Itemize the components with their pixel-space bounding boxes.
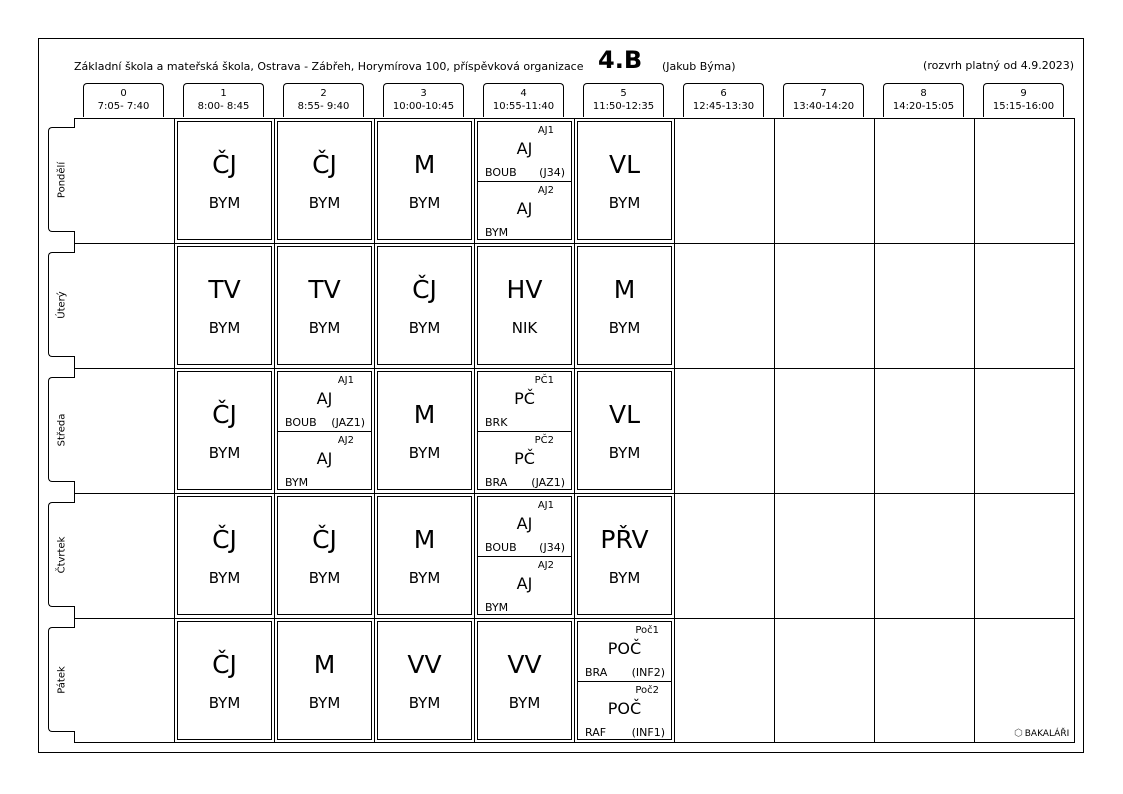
grid-line	[774, 118, 775, 743]
lesson-teacher: BYM	[208, 194, 241, 212]
period-time: 7:05- 7:40	[97, 101, 150, 112]
hexagon-icon: ⬡	[1014, 728, 1023, 739]
lesson-teacher: BYM	[308, 319, 341, 337]
group-label: Poč1	[635, 625, 659, 636]
period-time: 12:45-13:30	[692, 101, 755, 112]
lesson-cell[interactable]	[377, 121, 472, 240]
period-number: 4	[520, 88, 527, 99]
day-tab-thursday	[48, 502, 75, 607]
split-lesson-cell[interactable]	[277, 371, 372, 490]
lesson-teacher: BYM	[208, 319, 241, 337]
lesson-subject: PŘV	[600, 525, 649, 554]
group-label: AJ2	[537, 560, 554, 571]
lesson-room: (INF1)	[631, 726, 665, 739]
group-lesson[interactable]	[478, 432, 571, 491]
lesson-subject: HV	[506, 275, 543, 304]
group-lesson[interactable]	[578, 622, 671, 682]
group-lesson[interactable]	[478, 182, 571, 241]
lesson-teacher: BYM	[608, 444, 641, 462]
lesson-teacher: BRA	[485, 476, 508, 489]
group-lesson[interactable]	[278, 432, 371, 491]
lesson-teacher: BYM	[408, 444, 441, 462]
lesson-subject: VL	[608, 150, 641, 179]
day-tab-monday	[48, 127, 75, 232]
lesson-teacher: BYM	[208, 569, 241, 587]
period-tab-5	[583, 83, 664, 117]
period-number: 8	[920, 88, 927, 99]
grid-line	[374, 118, 375, 743]
period-time: 10:00-10:45	[392, 101, 455, 112]
lesson-subject: TV	[208, 275, 241, 304]
lesson-teacher: BYM	[208, 444, 241, 462]
lesson-subject: AJ	[516, 199, 533, 218]
valid-from: (rozvrh platný od 4.9.2023)	[923, 59, 1074, 72]
lesson-teacher: NIK	[511, 319, 538, 337]
lesson-cell[interactable]	[277, 246, 372, 365]
period-time: 8:00- 8:45	[197, 101, 250, 112]
lesson-cell[interactable]	[177, 496, 272, 615]
lesson-teacher: BYM	[508, 694, 541, 712]
period-tab-1	[183, 83, 264, 117]
lesson-subject: POČ	[607, 699, 642, 718]
period-tab-8	[883, 83, 964, 117]
grid-line	[74, 493, 1075, 494]
lesson-subject: AJ	[516, 514, 533, 533]
lesson-cell[interactable]	[177, 121, 272, 240]
grid-line	[574, 118, 575, 743]
lesson-cell[interactable]	[177, 246, 272, 365]
group-label: AJ1	[537, 500, 554, 511]
period-number: 9	[1020, 88, 1027, 99]
lesson-subject: ČJ	[312, 150, 337, 179]
period-tab-6	[683, 83, 764, 117]
group-label: AJ2	[337, 435, 354, 446]
lesson-subject: AJ	[316, 449, 333, 468]
lesson-room: (INF2)	[631, 666, 665, 679]
lesson-room: (JAZ1)	[531, 476, 565, 489]
group-label: PČ1	[534, 375, 554, 386]
grid-line	[74, 243, 1075, 244]
period-tab-7	[783, 83, 864, 117]
school-name: Základní škola a mateřská škola, Ostrava - Zábřeh, Horymírova 100, příspěvková organizace	[74, 60, 584, 73]
lesson-teacher: BYM	[308, 569, 341, 587]
lesson-subject: ČJ	[312, 525, 337, 554]
lesson-cell[interactable]	[177, 371, 272, 490]
grid-line	[274, 118, 275, 743]
lesson-cell[interactable]	[477, 621, 572, 740]
day-tab-wednesday	[48, 377, 75, 482]
lesson-subject: ČJ	[212, 525, 237, 554]
lesson-subject: ČJ	[212, 400, 237, 429]
lesson-room: (JAZ1)	[331, 416, 365, 429]
lesson-teacher: BYM	[408, 694, 441, 712]
period-number: 6	[720, 88, 727, 99]
group-lesson[interactable]	[478, 557, 571, 616]
group-lesson[interactable]	[278, 372, 371, 432]
lesson-teacher: BYM	[408, 569, 441, 587]
lesson-teacher: BYM	[608, 194, 641, 212]
lesson-teacher: RAF	[585, 726, 607, 739]
group-lesson[interactable]	[478, 122, 571, 182]
lesson-subject: M	[413, 150, 436, 179]
lesson-subject: VV	[407, 650, 442, 679]
period-number: 0	[120, 88, 127, 99]
lesson-cell[interactable]	[377, 496, 472, 615]
group-label: AJ2	[537, 185, 554, 196]
split-lesson-cell[interactable]	[577, 621, 672, 740]
lesson-subject: PČ	[514, 449, 535, 468]
period-time: 15:15-16:00	[992, 101, 1055, 112]
lesson-room: (J34)	[539, 541, 565, 554]
lesson-subject: POČ	[607, 639, 642, 658]
lesson-subject: PČ	[514, 389, 535, 408]
lesson-teacher: BYM	[408, 194, 441, 212]
lesson-teacher: BYM	[608, 569, 641, 587]
group-lesson[interactable]	[578, 682, 671, 741]
lesson-teacher: BYM	[308, 194, 341, 212]
logo-text: BAKALÁŘI	[1024, 729, 1070, 739]
split-lesson-cell[interactable]	[477, 496, 572, 615]
lesson-subject: ČJ	[412, 275, 437, 304]
split-lesson-cell[interactable]	[477, 121, 572, 240]
lesson-teacher: BRA	[585, 666, 608, 679]
group-label: PČ2	[534, 435, 554, 446]
lesson-subject: AJ	[516, 139, 533, 158]
period-time: 13:40-14:20	[792, 101, 855, 112]
split-lesson-cell[interactable]	[477, 371, 572, 490]
lesson-cell[interactable]	[377, 621, 472, 740]
day-tab-tuesday	[48, 252, 75, 357]
lesson-teacher: BYM	[608, 319, 641, 337]
period-number: 2	[320, 88, 327, 99]
period-tab-3	[383, 83, 464, 117]
period-time: 10:55-11:40	[492, 101, 555, 112]
day-label: Úterý	[56, 290, 68, 319]
lesson-subject: AJ	[316, 389, 333, 408]
lesson-subject: TV	[308, 275, 341, 304]
lesson-teacher: BRK	[485, 416, 508, 429]
lesson-cell[interactable]	[377, 371, 472, 490]
group-label: Poč2	[635, 685, 659, 696]
lesson-teacher: BYM	[285, 476, 309, 489]
lesson-subject: VV	[507, 650, 542, 679]
lesson-cell[interactable]	[177, 621, 272, 740]
grid-line	[174, 118, 175, 743]
grid-line	[74, 368, 1075, 369]
lesson-cell[interactable]	[577, 496, 672, 615]
group-lesson[interactable]	[478, 497, 571, 557]
grid-line	[74, 618, 1075, 619]
lesson-subject: AJ	[516, 574, 533, 593]
class-title: 4.B	[598, 46, 643, 74]
lesson-teacher: BYM	[408, 319, 441, 337]
period-number: 5	[620, 88, 627, 99]
lesson-cell[interactable]	[377, 246, 472, 365]
lesson-cell[interactable]	[277, 121, 372, 240]
lesson-teacher: BYM	[485, 601, 509, 614]
period-number: 1	[220, 88, 227, 99]
lesson-cell[interactable]	[577, 246, 672, 365]
group-label: AJ1	[537, 125, 554, 136]
period-tab-0	[83, 83, 164, 117]
lesson-teacher: BOUB	[485, 541, 517, 554]
grid-line	[674, 118, 675, 743]
day-label: Pátek	[56, 665, 68, 694]
lesson-cell[interactable]	[477, 246, 572, 365]
lesson-teacher: BYM	[208, 694, 241, 712]
lesson-subject: VL	[608, 400, 641, 429]
period-number: 7	[820, 88, 827, 99]
period-time: 8:55- 9:40	[297, 101, 350, 112]
group-lesson[interactable]	[478, 372, 571, 432]
lesson-teacher: BOUB	[285, 416, 317, 429]
lesson-cell[interactable]	[277, 621, 372, 740]
grid-line	[474, 118, 475, 743]
lesson-teacher: BYM	[308, 694, 341, 712]
lesson-subject: M	[313, 650, 336, 679]
lesson-cell[interactable]	[277, 496, 372, 615]
group-label: AJ1	[337, 375, 354, 386]
day-label: Čtvrtek	[56, 536, 68, 573]
bakalari-logo	[1014, 728, 1069, 739]
lesson-subject: M	[413, 400, 436, 429]
lesson-subject: M	[413, 525, 436, 554]
day-label: Středa	[56, 413, 68, 446]
lesson-teacher: BOUB	[485, 166, 517, 179]
period-time: 14:20-15:05	[892, 101, 955, 112]
lesson-subject: ČJ	[212, 650, 237, 679]
period-tab-4	[483, 83, 564, 117]
period-tab-9	[983, 83, 1064, 117]
period-tab-2	[283, 83, 364, 117]
day-tab-friday	[48, 627, 75, 732]
lesson-room: (J34)	[539, 166, 565, 179]
period-number: 3	[420, 88, 427, 99]
grid-line	[874, 118, 875, 743]
day-label: Pondělí	[56, 161, 68, 198]
lesson-subject: ČJ	[212, 150, 237, 179]
lesson-cell[interactable]	[577, 121, 672, 240]
lesson-subject: M	[613, 275, 636, 304]
grid-line	[974, 118, 975, 743]
class-teacher: (Jakub Býma)	[662, 60, 736, 73]
period-time: 11:50-12:35	[592, 101, 655, 112]
lesson-cell[interactable]	[577, 371, 672, 490]
lesson-teacher: BYM	[485, 226, 509, 239]
